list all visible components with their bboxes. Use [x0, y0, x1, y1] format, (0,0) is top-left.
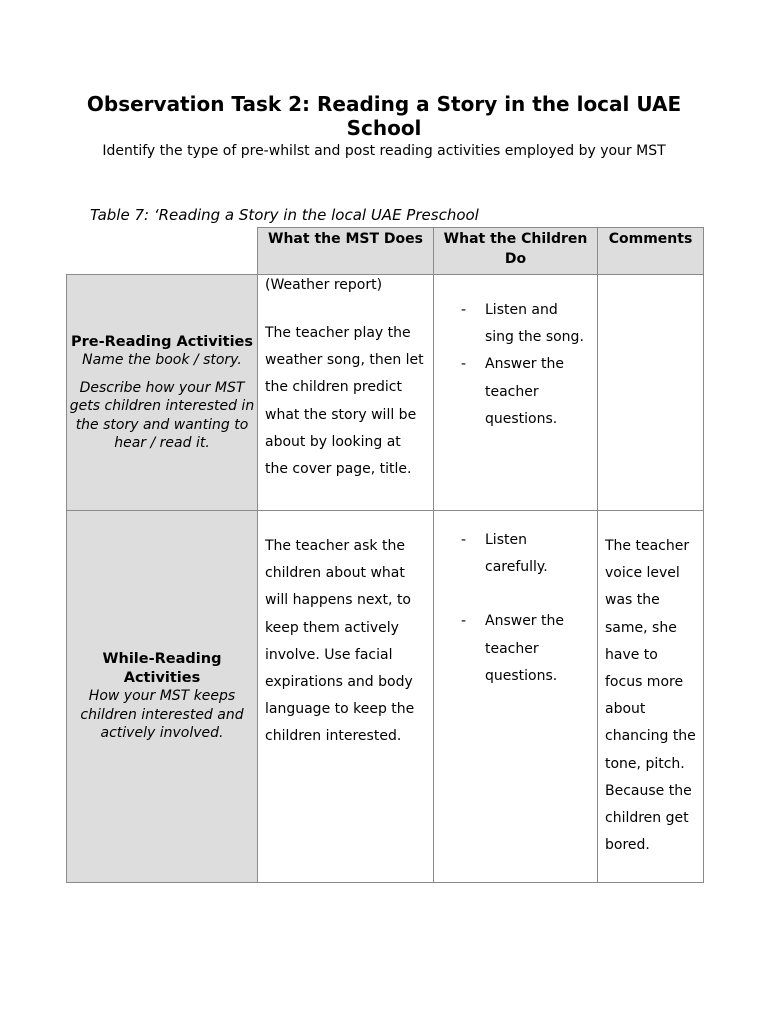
header-children-do: What the Children Do — [434, 228, 598, 275]
document-subtitle: Identify the type of pre-whilst and post reading activities employed by your MST — [102, 143, 666, 159]
mst-note: (Weather report) — [265, 277, 383, 293]
children-do-cell — [434, 511, 598, 883]
table-row-while-reading — [67, 511, 704, 883]
table-row-pre-reading — [67, 275, 704, 511]
children-activity-list — [434, 297, 597, 433]
children-activity-list — [434, 527, 597, 690]
list-item: - Listen carefully. — [434, 527, 597, 581]
table-header-row — [67, 228, 704, 275]
header-comments: Comments — [598, 228, 704, 275]
list-item: - Answer the teacher questions. — [434, 608, 597, 690]
table-caption: Table 7: ‘Reading a Story in the local UAE Preschool — [90, 206, 479, 224]
mst-does-cell — [258, 275, 434, 511]
comments-cell — [598, 275, 704, 511]
document-title: Observation Task 2: Reading a Story in the local UAE School — [86, 92, 682, 140]
row-description: Name the book / story. — [82, 352, 242, 368]
comments-text: The teacher voice level was the same, she have to focus more about chancing the tone, pitch. Because the children get bored. — [605, 538, 696, 854]
empty-corner-cell — [67, 228, 258, 275]
row-title: While-Reading Activities — [102, 651, 222, 686]
header-mst-does: What the MST Does — [258, 228, 434, 275]
children-do-cell — [434, 275, 598, 511]
row-description: Describe how your MST gets children interested in the story and wanting to hear / read it. — [69, 379, 255, 451]
row-head-while-reading — [67, 511, 258, 883]
list-item: - Listen and sing the song. — [434, 297, 597, 351]
mst-does-text: The teacher play the weather song, then let the children predict what the story will be about by looking at the cover page, title. — [265, 325, 424, 478]
list-item: - Answer the teacher questions. — [434, 351, 597, 433]
mst-does-cell — [258, 511, 434, 883]
observation-table — [66, 227, 704, 883]
row-title: Pre-Reading Activities — [70, 333, 254, 350]
row-head-pre-reading — [67, 275, 258, 511]
mst-does-text: The teacher ask the children about what will happens next, to keep them actively involve. Use facial expirations and body language to keep the children interested. — [265, 538, 415, 745]
comments-cell — [598, 511, 704, 883]
row-description: How your MST keeps children interested and actively involved. — [80, 688, 244, 742]
